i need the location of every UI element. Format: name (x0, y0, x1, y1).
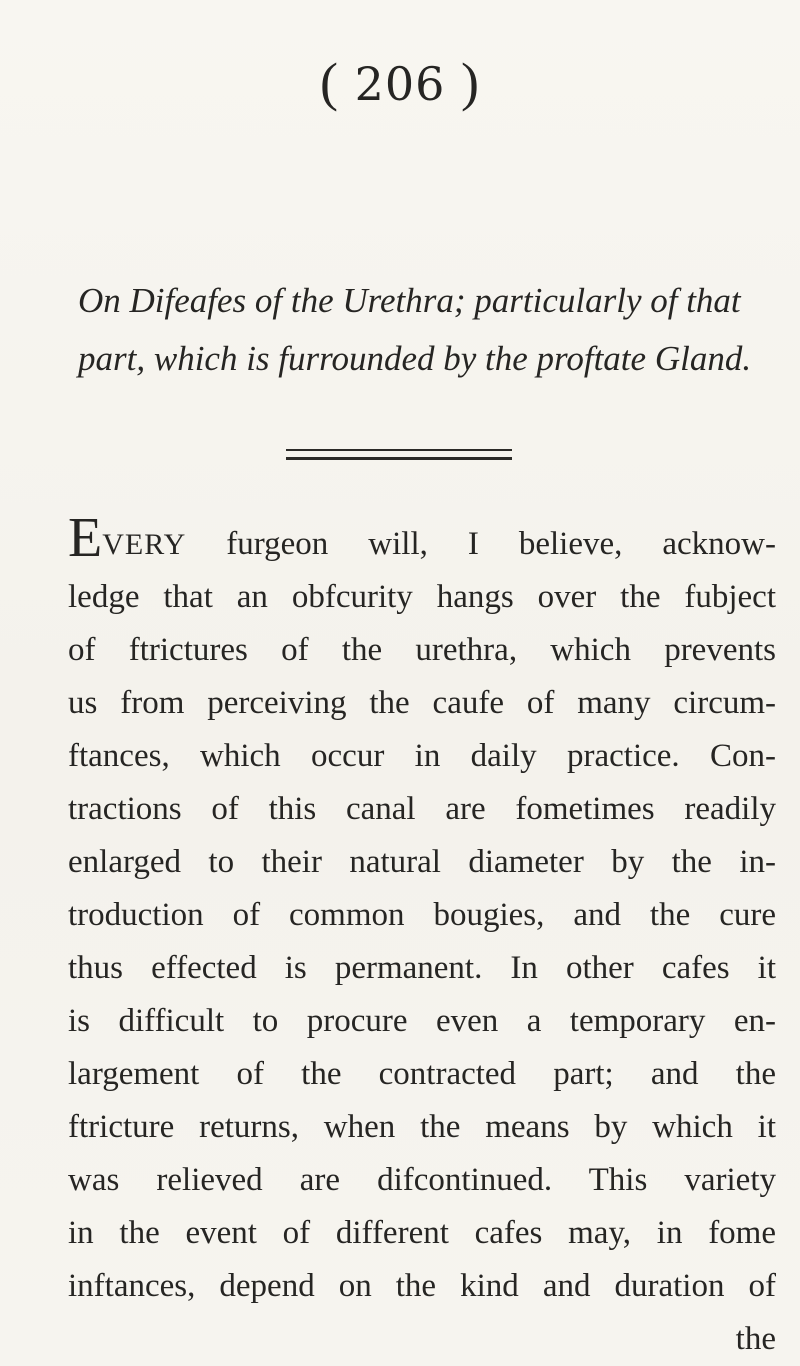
title-line-1: On Difeafes of the Urethra; particularly of that (78, 281, 741, 320)
line-1-rest: furgeon will, I believe, acknow- (186, 526, 776, 562)
body-line: thus effected is permanent. In other cafes it (68, 950, 776, 986)
paren-close: ) (461, 52, 481, 112)
body-text (68, 507, 776, 1366)
body-line: us from perceiving the caufe of many circum- (68, 685, 776, 721)
title-line-2: part, which is furrounded by the proftate Gland. (78, 339, 752, 378)
paren-open: ( (319, 52, 339, 112)
body-line: ledge that an obfcurity hangs over the fubject (68, 579, 776, 615)
body-line-1 (68, 507, 776, 571)
section-rule (286, 449, 512, 460)
body-line: ftances, which occur in daily practice. Con- (68, 738, 776, 774)
body-line: inftances, depend on the kind and duration of (68, 1268, 776, 1304)
body-line: largement of the contracted part; and the (68, 1056, 776, 1092)
chapter-title (78, 272, 778, 388)
page-number: 206 (354, 57, 446, 111)
first-word-rest: VERY (102, 528, 187, 561)
body-line: enlarged to their natural diameter by the in- (68, 844, 776, 880)
drop-cap: E (68, 507, 103, 569)
body-line: is difficult to procure even a temporary en- (68, 1003, 776, 1039)
body-line: ftricture returns, when the means by which it (68, 1109, 776, 1145)
catchword: the (735, 1321, 776, 1357)
page-header (0, 52, 800, 112)
body-line: troduction of common bougies, and the cure (68, 897, 776, 933)
body-line: was relieved are difcontinued. This variety (68, 1162, 776, 1198)
body-line: of ftrictures of the urethra, which prevents (68, 632, 776, 668)
body-line: tractions of this canal are fometimes readily (68, 791, 776, 827)
body-line: in the event of different cafes may, in fome (68, 1215, 776, 1251)
